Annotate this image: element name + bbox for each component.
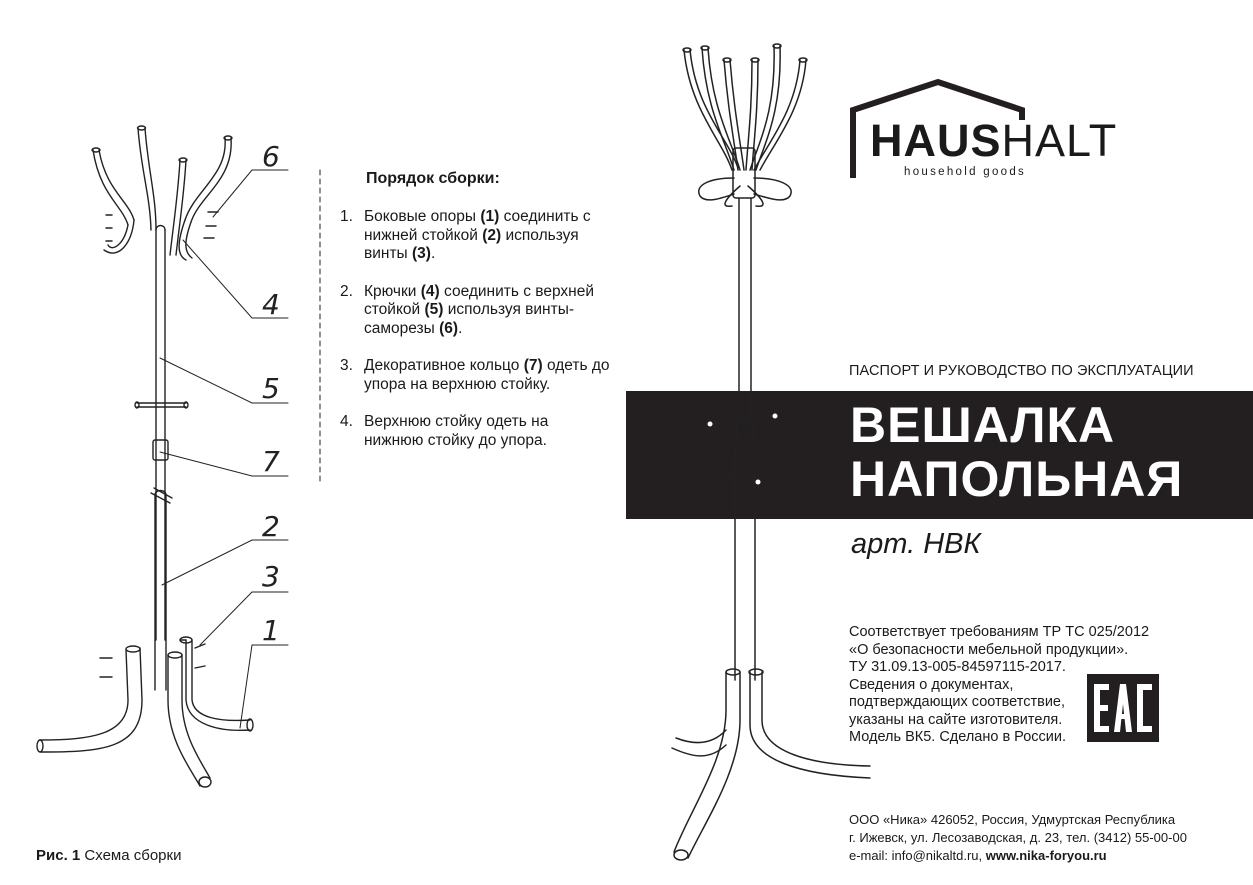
- part-label-2: 2: [262, 510, 280, 543]
- product-title: ВЕШАЛКА НАПОЛЬНАЯ: [850, 397, 1184, 507]
- part-label-1: 1: [262, 614, 280, 647]
- hooks-part-4: [92, 126, 232, 260]
- coat-rack-illustration: [620, 0, 840, 885]
- assembly-title: Порядок сборки:: [366, 170, 500, 187]
- figure-caption: Рис. 1 Схема сборки: [36, 847, 182, 864]
- part-label-5: 5: [262, 372, 280, 405]
- article-number: арт. НВК: [851, 528, 981, 560]
- assembly-step: 4. Верхнюю стойку одеть на нижнюю стойку до упора.: [340, 413, 549, 449]
- brand-tagline: household goods: [904, 166, 1027, 178]
- assembly-step: 2. Крючки (4) соединить с верхней стойкой (5) используя винты-саморезы (6).: [340, 282, 595, 337]
- part-label-7: 7: [262, 445, 280, 478]
- document-subtitle: ПАСПОРТ И РУКОВОДСТВО ПО ЭКСПЛУАТАЦИИ: [849, 363, 1194, 379]
- part-label-3: 3: [262, 560, 280, 593]
- part-label-6: 6: [262, 140, 280, 173]
- assembly-step: 3. Декоративное кольцо (7) одеть до упора на верхнюю стойку.: [340, 357, 610, 393]
- assembly-steps: [340, 208, 610, 469]
- brand-logo: HAUSHALT: [870, 115, 1118, 166]
- part-label-4: 4: [262, 288, 280, 321]
- compliance-text: Соответствует требованиям ТР ТС 025/2012 «О безопасности мебельной продукции». ТУ 31.09.13-005-84597115-2017. Сведения о документах, подтверждающих соответствие, указаны на сайте изготовителя. Модель ВК5. Сделано в России.: [849, 624, 1150, 745]
- website-link[interactable]: www.nika-foryou.ru: [985, 848, 1107, 863]
- assembly-step: 1. Боковые опоры (1) соединить с нижней стойкой (2) используя винты (3).: [340, 208, 591, 262]
- eac-mark-icon: [1087, 674, 1159, 742]
- contacts: ООО «Ника» 426052, Россия, Удмуртская Республика г. Ижевск, ул. Лесозаводская, д. 23, тел. (3412) 55-00-00 e-mail: info@nikaltd.ru, www.nika-foryou.ru: [849, 812, 1187, 863]
- email-link[interactable]: info@nikaltd.ru: [891, 848, 979, 863]
